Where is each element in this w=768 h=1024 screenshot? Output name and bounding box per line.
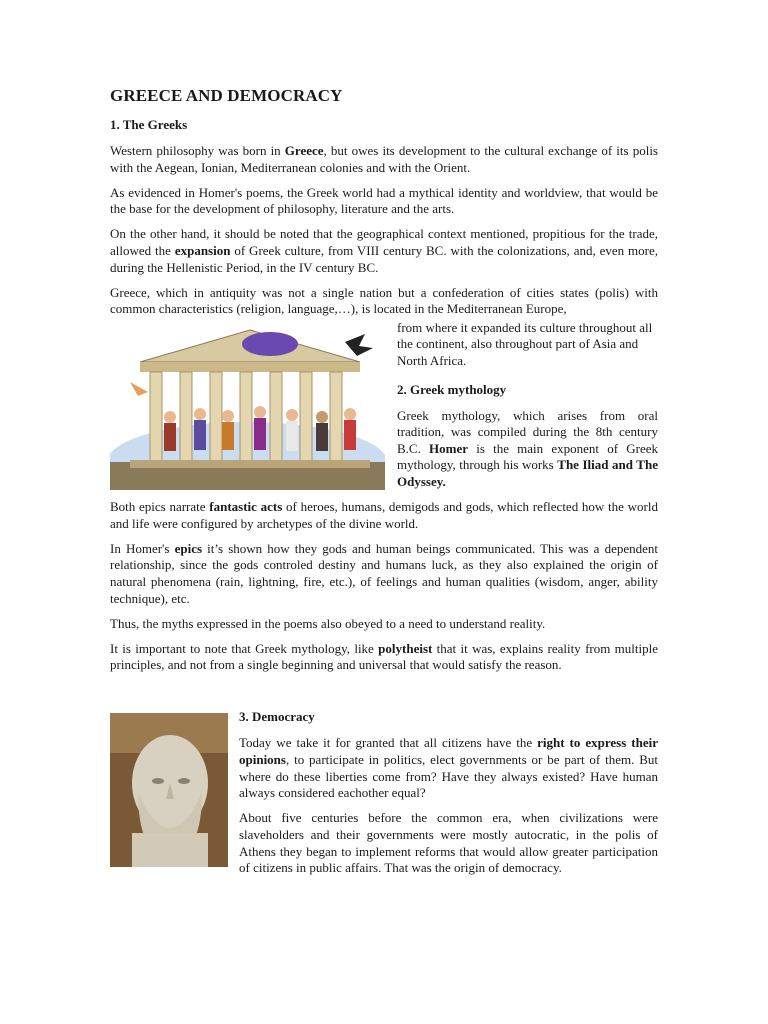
paragraph: About five centuries before the common era, when civilizations were slaveholders and their governments were mostly autocratic, in the polis of Athens they began to implement reforms that would allow greater participation of citizens in public affairs. That was the origin of democracy. [239, 810, 658, 876]
paragraph: Greek mythology, which arises from oral tradition, was compiled during the 8th century B.C. Homer is the main exponent of Greek mythology, through his works The Iliad and The Odyssey. [397, 407, 658, 489]
paragraph: Both epics narrate fantastic acts of heroes, humans, demigods and gods, which reflected how the world and life were configured by archetypes of the divine world. [110, 499, 658, 531]
paragraph: As evidenced in Homer's poems, the Greek world had a mythical identity and worldview, that would be the base for the development of philosophy, literature and the arts. [110, 184, 658, 217]
paragraph: Thus, the myths expressed in the poems also obeyed to a need to understand reality. [110, 615, 546, 631]
greek-gods-temple-illustration [110, 322, 385, 490]
paragraph: It is important to note that Greek mythology, like polytheist that it was, explains reality from multiple principles, and not from a single beginning and universal that would satisfy the reason. [110, 640, 659, 673]
paragraph: On the other hand, it should be noted that the geographical context mentioned, propitious for the trade, allowed the expansion of Greek culture, from VIII century BC. with the colonizations, and, even more, during the Hellenistic Period, in the IV century BC. [110, 226, 658, 275]
paragraph: In Homer's epics it’s shown how they gods and human beings communicated. This was a dependent relationship, since the gods controled destiny and humans luck, as they also explained the origin of natural phenomena (rain, lightning, fire, etc.), of feelings and human qualities (wisdom, anger, ability technique), etc. [110, 540, 658, 606]
homer-bust-photo [110, 713, 228, 867]
document-page [110, 86, 658, 885]
section-heading-mythology: 2. Greek mythology [397, 381, 507, 397]
section-heading-greeks: 1. The Greeks [110, 117, 188, 132]
paragraph: Greece, which in antiquity was not a single nation but a confederation of cities states (polis) with common characteristics (religion, language,…), is located in the Mediterranean Europe, [110, 284, 658, 317]
section-heading-democracy: 3. Democracy [239, 709, 315, 725]
document-title: GREECE AND DEMOCRACY [110, 86, 343, 105]
paragraph: Today we take it for granted that all citizens have the right to express their opinions, to participate in politics, elect governments or be part of them. But where do these liberties come from? Have they always existed? Have human always considered eachother equal? [239, 735, 658, 801]
paragraph: from where it expanded its culture throughout all the continent, also throughout part of Asia and North Africa. [397, 319, 653, 369]
paragraph: Western philosophy was born in Greece, but owes its development to the cultural exchange of its polis with the Aegean, Ionian, Mediterranean colonies and with the Orient. [110, 143, 658, 175]
